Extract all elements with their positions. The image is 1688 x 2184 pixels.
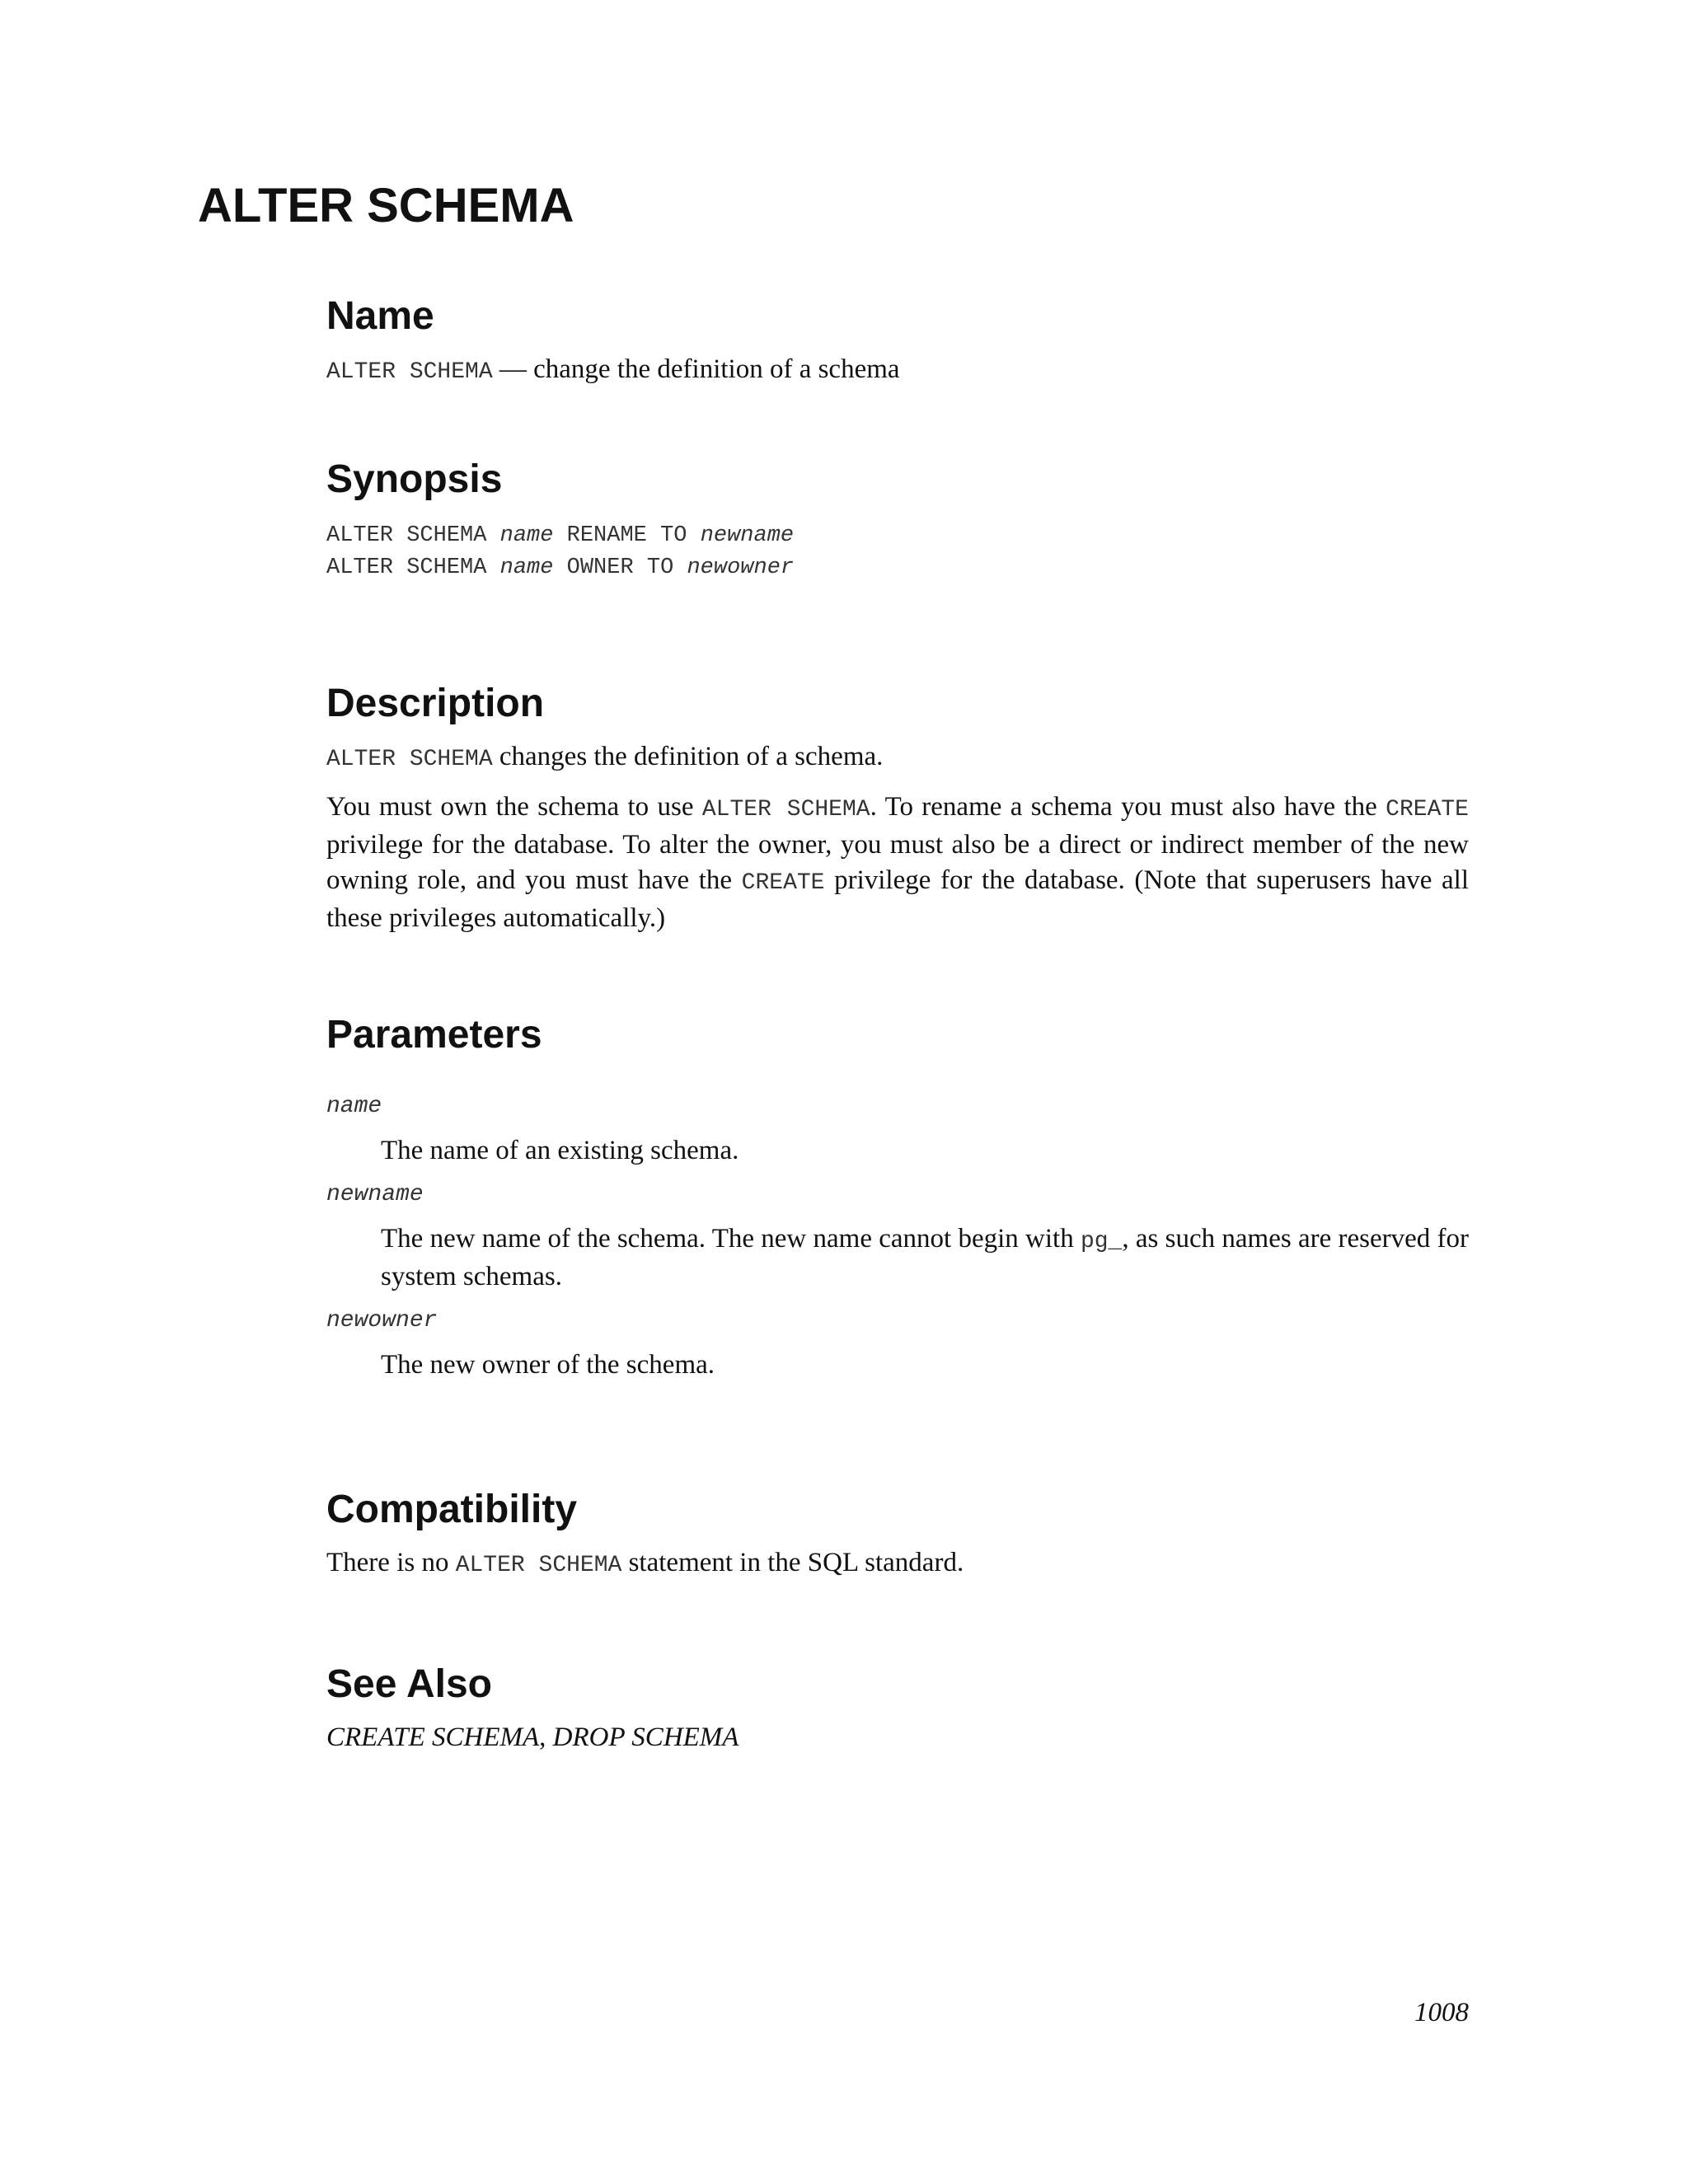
parameters-section — [326, 1012, 1469, 1383]
synopsis-heading: Synopsis — [326, 457, 503, 501]
synopsis-keyword: RENAME TO — [553, 523, 701, 549]
page-number: 1008 — [1414, 1998, 1469, 2027]
name-purpose: — change the definition of a schema — [492, 354, 900, 385]
synopsis-line — [326, 520, 1469, 552]
inline-code: CREATE — [1386, 797, 1469, 823]
definition-text: The new name of the schema. The new name cannot begin with — [381, 1224, 1081, 1254]
see-also-links — [326, 1720, 1469, 1755]
description-text: changes the definition of a schema. — [492, 742, 884, 772]
synopsis-argument: name — [499, 523, 554, 549]
inline-code: ALTER SCHEMA — [326, 747, 493, 773]
synopsis-block — [326, 520, 1469, 584]
parameter-definition: The name of an existing schema. — [381, 1136, 739, 1166]
description-section — [326, 681, 1469, 936]
description-text: . To rename a schema you must also have the — [870, 792, 1386, 823]
compatibility-phrase: There is no — [326, 1548, 456, 1578]
parameter-list — [326, 1090, 1469, 1383]
see-also-section — [326, 1661, 1469, 1755]
synopsis-keyword: OWNER TO — [553, 555, 687, 581]
description-heading: Description — [326, 682, 545, 725]
compatibility-heading: Compatibility — [326, 1488, 578, 1531]
parameter-term: newname — [326, 1182, 424, 1208]
name-section — [326, 293, 1469, 390]
page-title: ALTER SCHEMA — [198, 179, 574, 232]
see-also-link-create-schema[interactable]: CREATE SCHEMA — [326, 1722, 540, 1753]
description-text: You must own the schema to use — [326, 792, 702, 823]
definition-text: , as such names are reserved for system schemas. — [381, 1224, 1469, 1292]
see-also-heading: See Also — [326, 1662, 492, 1706]
synopsis-keyword: ALTER SCHEMA — [326, 523, 500, 549]
parameter-definition: The new owner of the schema. — [381, 1350, 715, 1380]
name-heading: Name — [326, 294, 434, 338]
parameter-term: name — [326, 1094, 382, 1120]
compatibility-section — [326, 1487, 1469, 1583]
description-paragraph — [326, 739, 1469, 777]
synopsis-line — [326, 552, 1469, 584]
name-summary — [326, 352, 1469, 390]
inline-code: CREATE — [741, 870, 825, 897]
parameter-definition — [326, 1221, 1469, 1295]
inline-code: pg_ — [1080, 1229, 1123, 1255]
synopsis-section — [326, 457, 1469, 584]
synopsis-argument: newowner — [687, 555, 795, 581]
parameter-term: newowner — [326, 1308, 438, 1334]
synopsis-argument: name — [499, 555, 554, 581]
inline-code: ALTER SCHEMA — [455, 1553, 622, 1579]
parameters-heading: Parameters — [326, 1013, 542, 1057]
see-also-link-drop-schema[interactable]: DROP SCHEMA — [552, 1722, 739, 1753]
description-text: privilege for the database. To alter the owner, you must also be a direct or indirect member of the new owning role, and you must have the — [326, 830, 1469, 896]
description-paragraph — [326, 790, 1469, 936]
synopsis-argument: newname — [700, 523, 795, 549]
inline-code: ALTER SCHEMA — [701, 797, 870, 823]
description-text: privilege for the database. (Note that superusers have all these privileges automatically.) — [326, 865, 1469, 934]
compatibility-text — [326, 1545, 1469, 1583]
compatibility-phrase: statement in the SQL standard. — [621, 1548, 964, 1578]
synopsis-keyword: ALTER SCHEMA — [326, 555, 500, 581]
name-command: ALTER SCHEMA — [326, 359, 493, 386]
see-also-separator: , — [539, 1722, 553, 1753]
